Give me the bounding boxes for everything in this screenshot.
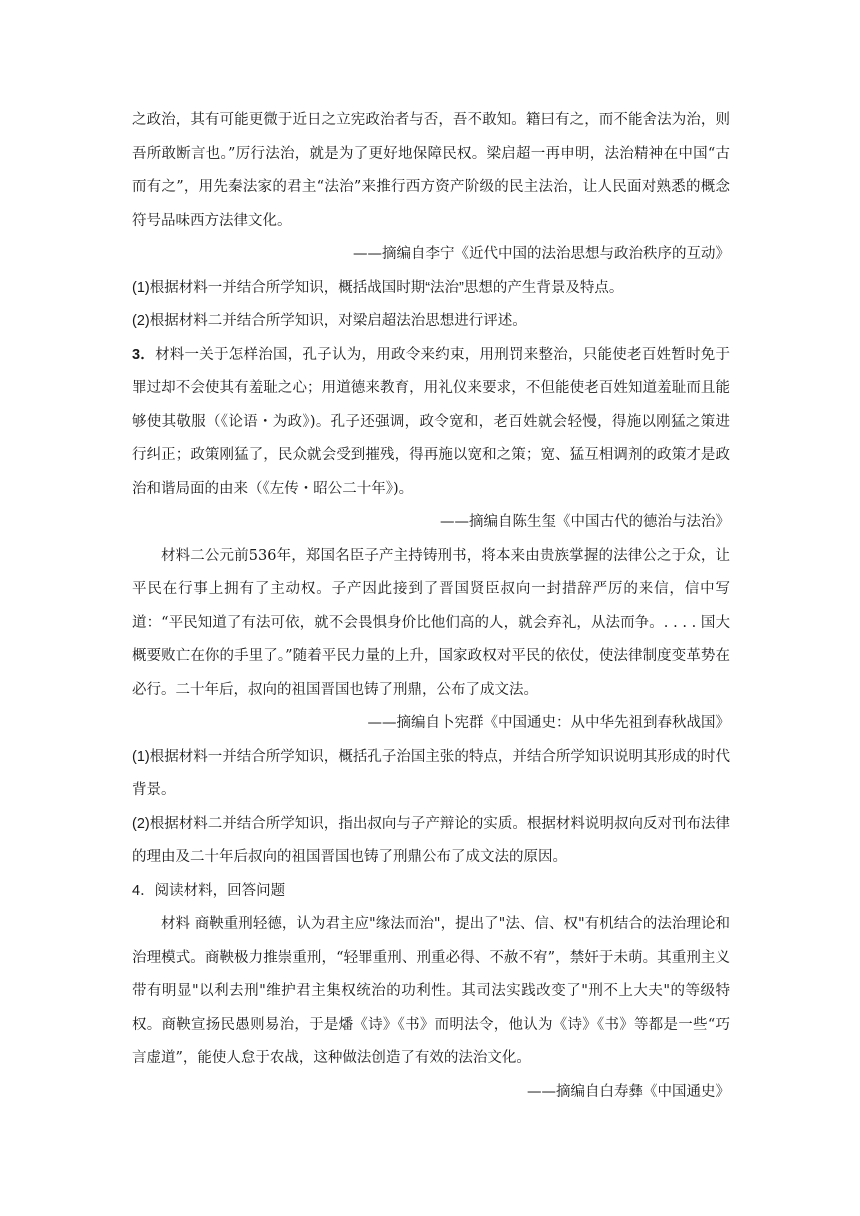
material-continued-paragraph: 之政治，其有可能更微于近日之立宪政治者与否，吾不敢知。籍曰有之，而不能舍法为治，则吾所敢断言也。”厉行法治，就是为了更好地保障民权。梁启超一再申明，法治精神在中国“古而有之”，用先秦法家的君主“法治”来推行西方资产阶级的民主法治，让人民面对熟悉的概念符号品味西方法律文化。 <box>132 112 730 229</box>
q4-heading: 4．阅读材料，回答问题 <box>132 882 286 899</box>
q3-number: 3． <box>132 346 156 363</box>
q4-source: ——摘编自白寿彝《中国通史》 <box>527 1083 730 1100</box>
q3-material-one <box>132 339 730 507</box>
q3-source-one: ——摘编自陈生玺《中国古代的德治与法治》 <box>440 514 730 530</box>
q4-material: 材料 商鞅重刑轻德，认为君主应"缘法而治"，提出了"法、信、权"有机结合的法治理论和治理模式。商鞅极力推崇重刑，“轻罪重刑、刑重必得、不赦不宥”，禁奸于未萌。其重刑主义带有明显"以利去刑"维护君主集权统治的功利性。其司法实践改变了"刑不上大夫"的等级特权。商鞅宣扬民愚则易治，于是燔《诗》《书》而明法令，他认为《诗》《书》等都是一些“巧言虚道”，能使人怠于农战，这种做法创造了有效的法治文化。 <box>132 916 730 1066</box>
source-citation: ——摘编自李宁《近代中国的法治思想与政治秩序的互动》 <box>353 246 730 262</box>
question-1: (1)根据材料一并结合所学知识，概括战国时期“法治”思想的产生背景及特点。 <box>132 279 624 296</box>
q3-source-two: ——摘编自卜宪群《中国通史：从中华先祖到春秋战国》 <box>367 715 730 731</box>
q3-question-2: (2)根据材料二并结合所学知识，指出叔向与子产辩论的实质。根据材料说明叔向反对刊布法律的理由及二十年后叔向的祖国晋国也铸了刑鼎公布了成文法的原因。 <box>132 815 730 865</box>
q3-material-two: 材料二公元前536年，郑国名臣子产主持铸刑书，将本来由贵族掌握的法律公之于众，让平民在行事上拥有了主动权。子产因此接到了晋国贤臣叔向一封措辞严厉的来信，信中写道：“平民知道了有法可依，就不会畏惧身价比他们高的人，就会弃礼，从法而争。. . . . 国大概要败亡在你的手里了。”随着平民力量的上升，国家政权对平民的依仗，使法律制度变革势在必行。二十年后，叔向的祖国晋国也铸了刑鼎，公布了成文法。 <box>132 547 730 698</box>
question-2: (2)根据材料二并结合所学知识，对梁启超法治思想进行评述。 <box>132 313 527 329</box>
q3-material-one-text: 材料一关于怎样治国，孔子认为，用政令来约束，用刑罚来整治，只能使老百姓暂时免于罪过却不会使其有羞耻之心；用道德来教育，用礼仪来要求，不但能使老百姓知道羞耻而且能够使其敬服（《论语・为政》)。孔子还强调，政令宽和，老百姓就会轻慢，得施以刚猛之策进行纠正；政策刚猛了，民众就会受到摧残，得再施以宽和之策；宽、猛互相调剂的政策才是政治和谐局面的由来（《左传・昭公二十年》)。 <box>132 346 730 497</box>
q3-question-1: (1)根据材料一并结合所学知识，概括孔子治国主张的特点，并结合所学知识说明其形成的时代背景。 <box>132 748 730 798</box>
